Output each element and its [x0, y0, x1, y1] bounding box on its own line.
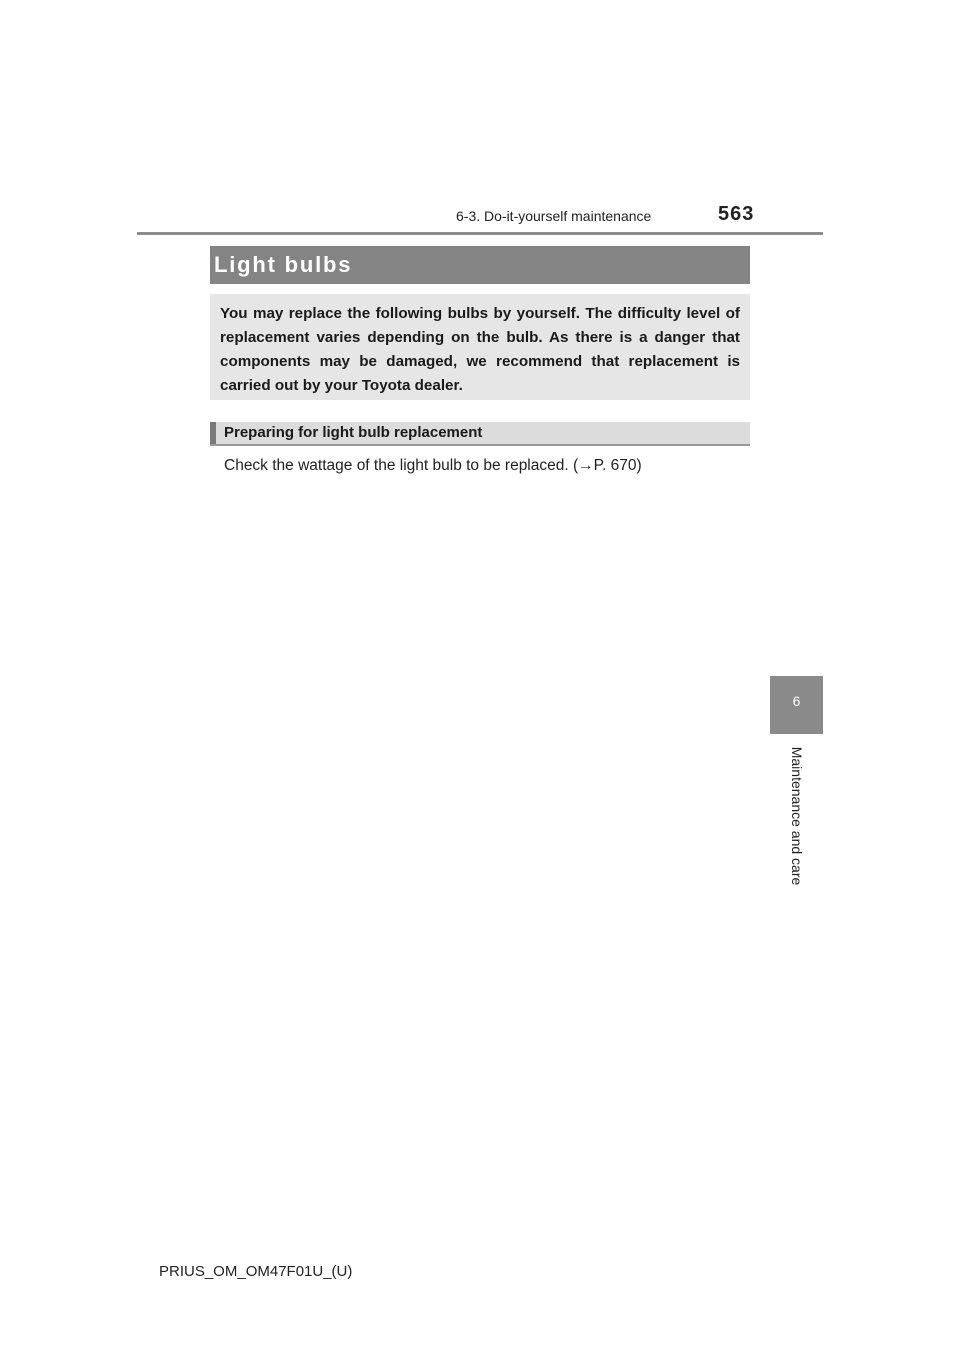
body-text: Check the wattage of the light bulb to be replaced. (	[224, 457, 579, 474]
body-text-end: )	[636, 457, 642, 474]
chapter-label: Maintenance and care	[789, 746, 805, 886]
body-paragraph	[224, 457, 642, 475]
header-divider	[137, 232, 823, 235]
page-number: 563	[718, 203, 755, 225]
chapter-tab[interactable]	[770, 676, 823, 734]
arrow-icon: →	[578, 457, 594, 474]
chapter-number: 6	[792, 693, 801, 709]
subsection-header	[210, 422, 750, 446]
section-header-label: 6-3. Do-it-yourself maintenance	[456, 208, 652, 224]
subsection-title: Preparing for light bulb replacement	[224, 424, 483, 441]
page-reference-link[interactable]: P. 670	[593, 457, 637, 474]
subsection-accent	[210, 422, 216, 444]
footer-doc-code: PRIUS_OM_OM47F01U_(U)	[159, 1263, 353, 1280]
section-title-bar	[210, 246, 750, 284]
intro-box	[210, 294, 750, 400]
intro-text: You may replace the following bulbs by yourself. The difficulty level of replacement varies depending on the bulb. As there is a danger that components may be damaged, we recommend that replacement is carried out by your Toyota dealer.	[220, 305, 740, 394]
section-title: Light bulbs	[214, 252, 353, 277]
